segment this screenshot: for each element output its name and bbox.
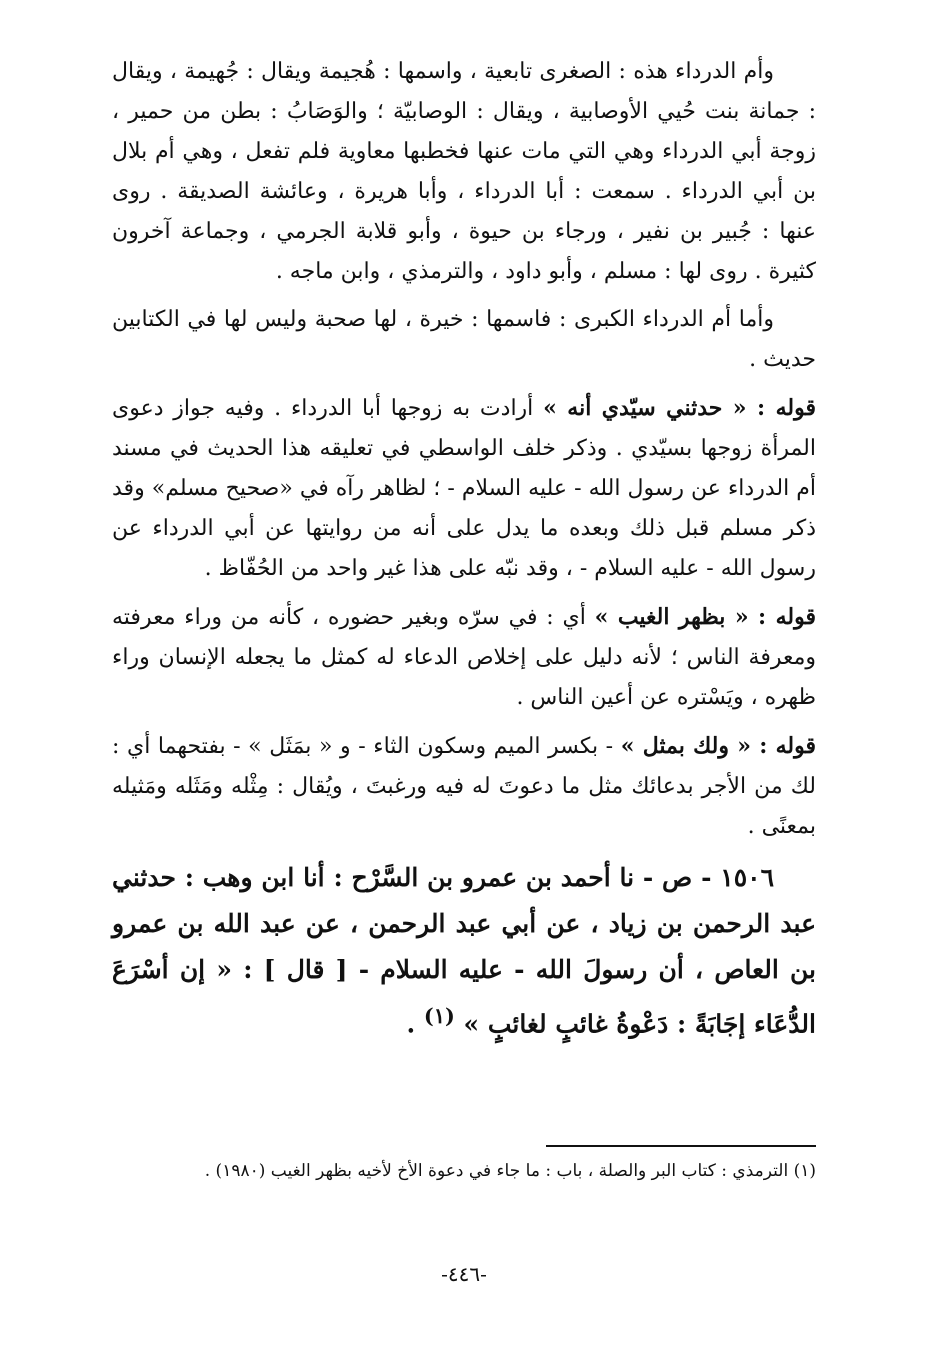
commentary-keyword: قوله : « بظهر الغيب »: [594, 604, 816, 630]
hadith-text: ١٥٠٦ - ص - نا أحمد بن عمرو بن السَّرْح : أنا ابن وهب : حدثني عبد الرحمن بن زياد ، عن أبي عبد الرحمن ، عن عبد الله بن عمرو بن العاص ، أن رسولَ الله - عليه السلام - [ قال ] : « إن أسْرَعَ الدُّعَاء إجَابَةً : دَعْوةُ غائبٍ لغائبٍ »: [112, 863, 816, 1039]
paragraph-commentary-bizahr: [112, 597, 816, 718]
page-body: [112, 52, 816, 1047]
hadith-1506: [112, 855, 816, 1047]
commentary-text: أرادت به زوجها أبا الدرداء . وفيه جواز دعوى المرأة زوجها بسيّدي . وذكر خلف الواسطي في تعليقه هذا الحديث في مسند أم الدرداء عن رسول الله - عليه السلام - ؛ لظاهر رآه في «صحيح مسلم» وقد ذكر مسلم قبل ذلك وبعده ما يدل على أنه من روايتها عن أبي الدرداء عن رسول الله - عليه السلام - ، وقد نبّه على هذا غير واحد من الحُفّاظ .: [112, 396, 816, 581]
commentary-text: - بكسر الميم وسكون الثاء - و « بمَثَل » - بفتحهما أي : لك من الأجر بدعائك مثل ما دعوتَ له فيه ورغبتَ ، ويُقال : مِثْله ومَثَله ومَثيله بمعنًى .: [112, 734, 816, 839]
paragraph-umm-darda-sughra: وأم الدرداء هذه : الصغرى تابعية ، واسمها : هُجيمة ويقال : جُهيمة ، ويقال : جمانة بنت حُيي الأوصابية ، ويقال : الوصابيّة ؛ والوَصَابُ : بطن من حمير ، زوجة أبي الدرداء وهي التي مات عنها فخطبها معاوية فلم تفعل ، وهي أم بلال بن أبي الدرداء . سمعت : أبا الدرداء ، وأبا هريرة ، وعائشة الصديقة . روى عنها : جُبير بن نفير ، ورجاء بن حيوة ، وأبو قلابة الجرمي ، وجماعة آخرون كثيرة . روى لها : مسلم ، وأبو داود ، والترمذي ، وابن ماجه .: [112, 59, 816, 284]
footnote-1: (١) الترمذي : كتاب البر والصلة ، باب : ما جاء في دعوة الأخ لأخيه بظهر الغيب (١٩٨٠) .: [204, 1161, 816, 1181]
commentary-text: أي : في سرّه وبغير حضوره ، كأنه من وراء معرفته ومعرفة الناس ؛ لأنه دليل على إخلاص الدعاء له كمثل ما يجعله الإنسان وراء ظهره ، ويَسْتره عن أعين الناس .: [112, 605, 816, 710]
paragraph-commentary-bimithl: [112, 726, 816, 847]
page-number: -٤٤٦-: [441, 1262, 487, 1286]
commentary-keyword: قوله : « حدثني سيّدي أنه »: [543, 395, 816, 421]
footnotes: [112, 1156, 816, 1186]
paragraph-umm-darda-kubra: وأما أم الدرداء الكبرى : فاسمها : خيرة ، لها صحبة وليس لها في الكتابين حديث .: [112, 307, 816, 372]
commentary-keyword: قوله : « ولك بمثل »: [620, 733, 817, 759]
footnote-reference: (١): [423, 1003, 455, 1028]
footnote-divider: [546, 1145, 816, 1147]
hadith-end: .: [406, 1009, 424, 1039]
paragraph-commentary-sayyidi: [112, 388, 816, 589]
